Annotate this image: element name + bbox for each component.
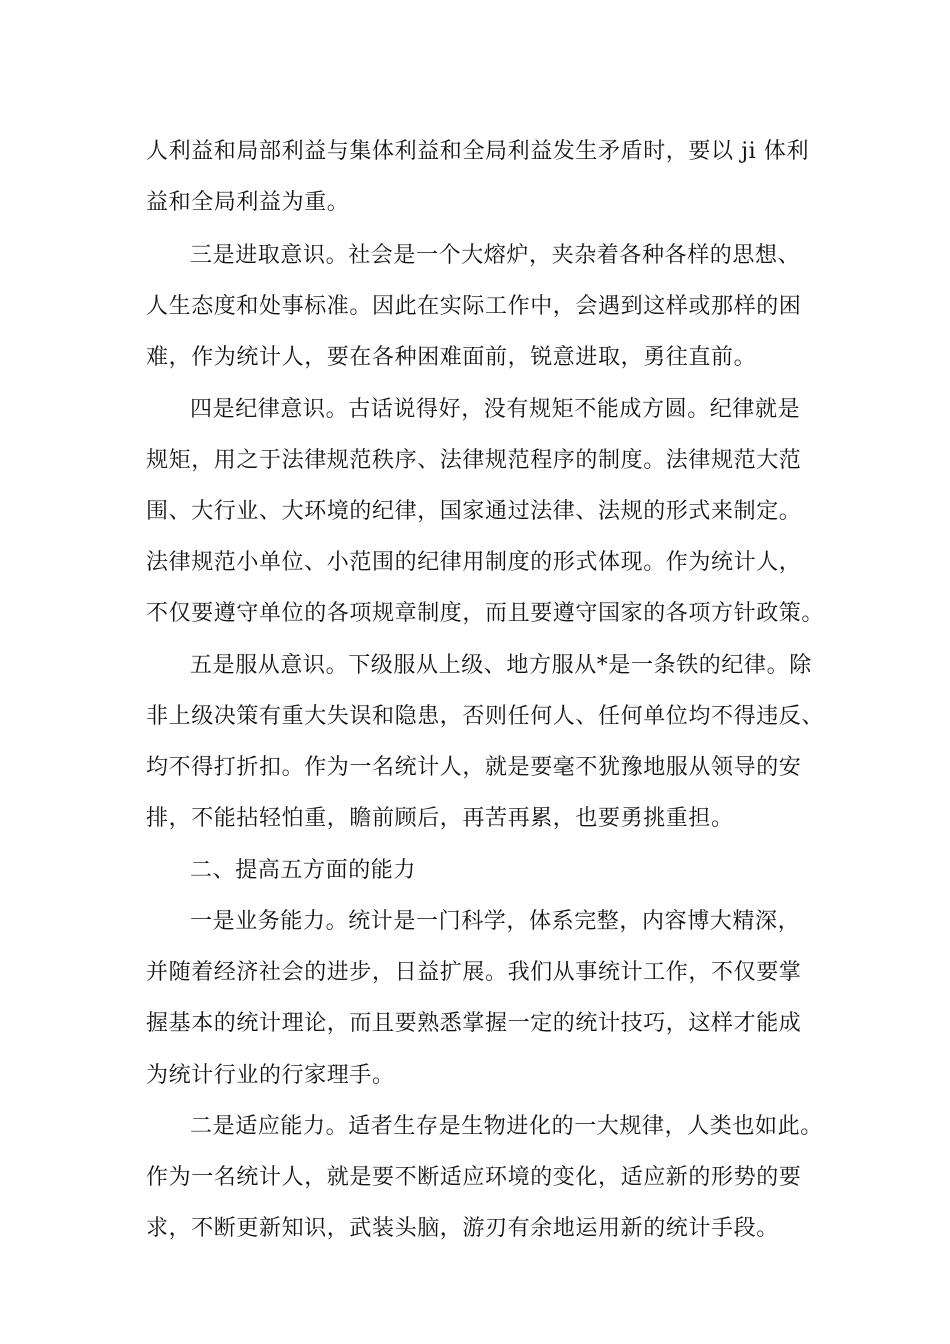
section-heading: 二、提高五方面的能力 [190, 858, 417, 883]
text-line: 难，作为统计人，要在各种困难面前，锐意进取，勇往直前。 [146, 345, 757, 370]
text-line: 人生态度和处事标准。因此在实际工作中，会遇到这样或那样的困 [146, 294, 802, 319]
text-line: 作为一名统计人，就是要不断适应环境的变化，适应新的形势的要 [146, 1165, 802, 1190]
text-line: 规矩，用之于法律规范秩序、法律规范程序的制度。法律规范大范 [146, 448, 802, 473]
text-line: 非上级决策有重大失误和隐患，否则任何人、任何单位均不得违反、 [146, 704, 825, 729]
paragraph-start-line: 五是服从意识。下级服从上级、地方服从*是一条铁的纪律。除 [190, 653, 812, 678]
text-line: 握基本的统计理论，而且要熟悉掌握一定的统计技巧，这样才能成 [146, 1011, 802, 1036]
text-line: 益和全局利益为重。 [146, 190, 350, 215]
text-line: 围、大行业、大环境的纪律，国家通过法律、法规的形式来制定。 [146, 499, 802, 524]
text-line: 求，不断更新知识，武装头脑，游刃有余地运用新的统计手段。 [146, 1216, 779, 1241]
text-line: 并随着经济社会的进步，日益扩展。我们从事统计工作，不仅要掌 [146, 960, 802, 985]
text-line: 不仅要遵守单位的各项规章制度，而且要遵守国家的各项方针政策。 [146, 601, 825, 626]
text-line: 均不得打折扣。作为一名统计人，就是要毫不犹豫地服从领导的安 [146, 755, 802, 780]
paragraph-start-line: 二是适应能力。适者生存是生物进化的一大规律，人类也如此。 [190, 1114, 823, 1139]
text-line: 为统计行业的行家理手。 [146, 1063, 395, 1088]
paragraph-start-line: 四是纪律意识。古话说得好，没有规矩不能成方圆。纪律就是 [190, 397, 801, 422]
text-line: 排，不能拈轻怕重，瞻前顾后，再苦再累，也要勇挑重担。 [146, 806, 734, 831]
text-line: 法律规范小单位、小范围的纪律用制度的形式体现。作为统计人， [146, 550, 802, 575]
text-line: 人利益和局部利益与集体利益和全局利益发生矛盾时，要以 ji 体利 [146, 139, 810, 164]
paragraph-start-line: 三是进取意识。社会是一个大熔炉，夹杂着各种各样的思想、 [190, 243, 801, 268]
paragraph-start-line: 一是业务能力。统计是一门科学，体系完整，内容博大精深， [190, 909, 801, 934]
